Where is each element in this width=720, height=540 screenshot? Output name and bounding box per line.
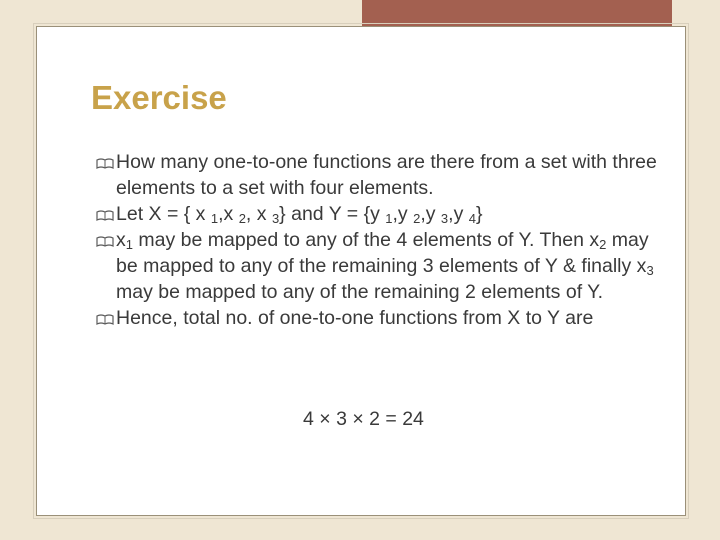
result-equation: 4 × 3 × 2 = 24 [303,408,424,430]
book-icon [96,157,114,169]
bullet-item [96,227,666,305]
book-icon [96,313,114,325]
bullet-item [96,305,666,331]
slide-title: Exercise [91,79,227,116]
book-icon [96,235,114,247]
book-icon [96,209,114,221]
bullet-text: Let X = { x $_1$,x $_2$, x $_3$} and Y = {y $_1$,y $_2$,y $_3$,y $_4$} [116,203,483,226]
bullet-text: How many one-to-one functions are there from a set with three elements to a set with four elements. [116,151,657,199]
bullet-item [96,201,666,227]
bullet-list [96,149,666,331]
bullet-text: Hence, total no. of one-to-one functions from X to Y are [116,307,594,329]
bullet-item [96,149,666,201]
bullet-text: $x_1$ may be mapped to any of the 4 elements of Y. Then $x_2$ may be mapped to any of the remaining 3 elements of Y & finally $x_3$ may be mapped to any of the remaining 2 elements of Y. [116,229,654,303]
